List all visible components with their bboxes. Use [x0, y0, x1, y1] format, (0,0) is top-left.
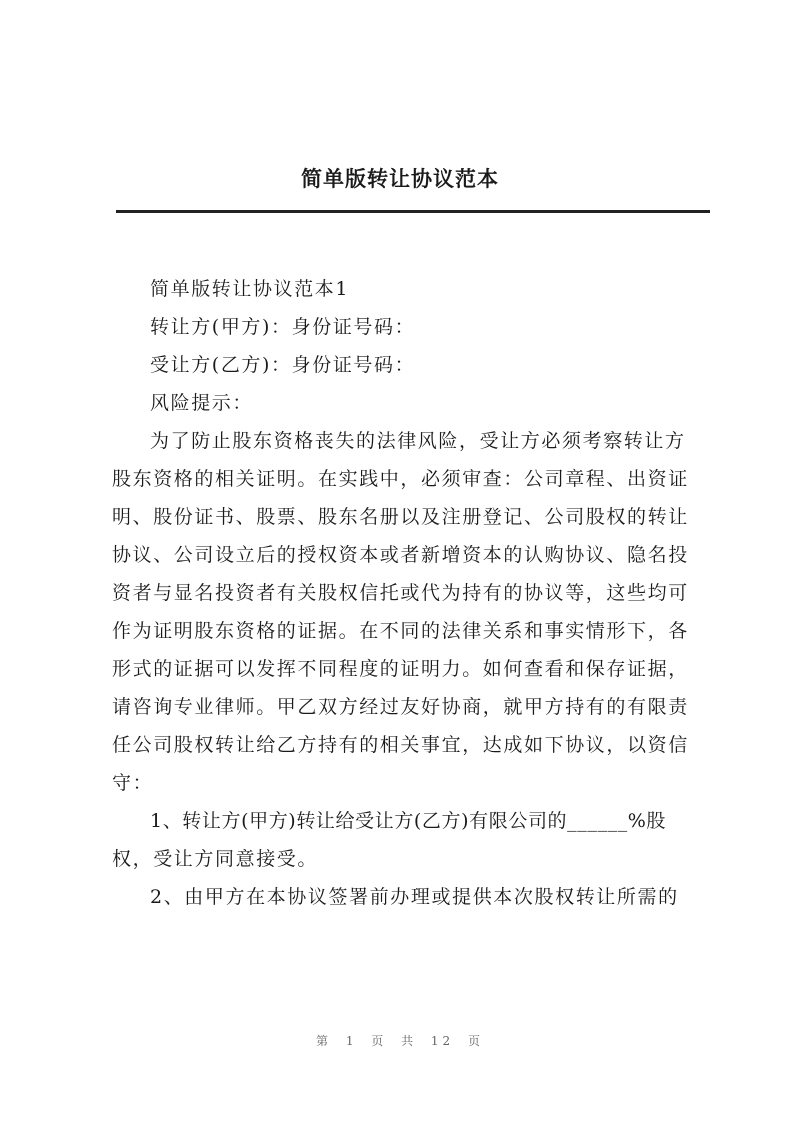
paragraph-line: 为了防止股东资格丧失的法律风险，受让方必须考察转让方 [150, 430, 686, 452]
document-body [112, 270, 712, 916]
paragraph-line: 协议、公司设立后的授权资本或者新增资本的认购协议、隐名投 [112, 544, 689, 566]
paragraph-line: 形式的证据可以发挥不同程度的证明力。如何查看和保存证据， [112, 658, 689, 680]
paragraph-line: 明、股份证书、股票、股东名册以及注册登记、公司股权的转让 [112, 506, 689, 528]
transferee-line: 受让方(乙方)：身份证号码： [150, 354, 416, 376]
clause-2-line: 2、由甲方在本协议签署前办理或提供本次股权转让所需的 [150, 886, 679, 908]
paragraph-line: 守： [112, 772, 154, 794]
clause-1-line: 权，受让方同意接受。 [112, 848, 319, 870]
paragraph-line: 资者与显名投资者有关股权信托或代为持有的协议等，这些均可 [112, 582, 689, 604]
paragraph-line: 请咨询专业律师。甲乙双方经过友好协商，就甲方持有的有限责 [112, 696, 689, 718]
section-heading: 简单版转让协议范本1 [150, 278, 350, 300]
document-title: 简单版转让协议范本 [301, 167, 499, 191]
paragraph-line: 作为证明股东资格的证据。在不同的法律关系和事实情形下，各 [112, 620, 689, 642]
page-number: 第 1 页 共 12 页 [316, 1034, 484, 1048]
risk-notice-heading: 风险提示： [150, 392, 254, 414]
paragraph-line: 股东资格的相关证明。在实践中，必须审查：公司章程、出资证 [112, 468, 689, 490]
transferor-line: 转让方(甲方)：身份证号码： [150, 316, 416, 338]
clause-1-line: 1、转让方(甲方)转让给受让方(乙方)有限公司的______%股 [150, 810, 666, 832]
title-divider [116, 210, 710, 213]
paragraph-line: 任公司股权转让给乙方持有的相关事宜，达成如下协议，以资信 [112, 734, 689, 756]
